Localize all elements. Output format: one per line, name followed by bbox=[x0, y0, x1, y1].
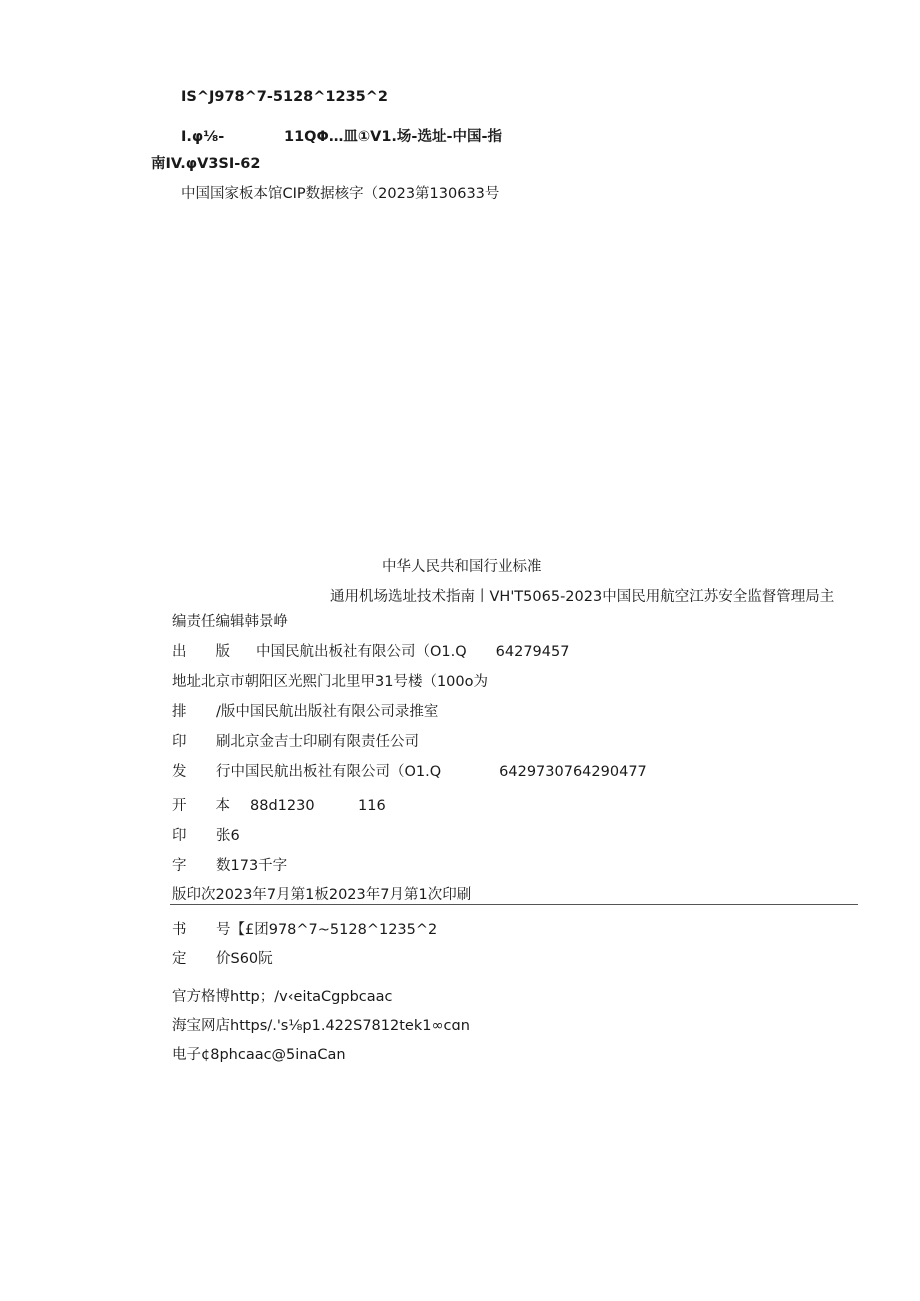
editor-line: 编责任编辑韩景峥 bbox=[172, 614, 288, 630]
taobao-line: 海宝网店https/.'s⅛p1.422S7812tek1∞cɑn bbox=[172, 1018, 470, 1034]
sheets-value: 张6 bbox=[216, 828, 240, 844]
book-number-key: 书 bbox=[172, 922, 187, 938]
printing-key: 印 bbox=[172, 734, 187, 750]
email-line: 电子¢8phcaac@5inaCan bbox=[172, 1047, 346, 1063]
printing-value: 刷北京金吉士印刷有限责任公司 bbox=[216, 734, 419, 750]
weibo-line: 官方格博http；/v‹eitaCgpbcaac bbox=[172, 989, 393, 1005]
standard-title: 中华人民共和国行业标准 bbox=[382, 559, 542, 575]
distribution-key: 发 bbox=[172, 764, 187, 780]
distribution-value: 行中国民航出板社有限公司（O1.Q 6429730764290477 bbox=[216, 764, 647, 780]
publisher-key: 出 版 bbox=[172, 644, 230, 660]
address-line: 地址北京市朝阳区光熙门北里甲31号楼（100o为 bbox=[172, 674, 488, 690]
publisher-value: 中国民航出板社有限公司（O1.Q 64279457 bbox=[256, 644, 570, 660]
price-value: 价S60阮 bbox=[216, 951, 273, 967]
divider-rule bbox=[170, 904, 858, 905]
cip-line-2a: I.φ⅛- bbox=[181, 129, 225, 145]
typeset-key: 排 bbox=[172, 704, 187, 720]
standard-subtitle: 通用机场选址技术指南丨VH'T5065-2023中国民用航空江苏安全监督管理局主 bbox=[330, 589, 835, 605]
edition-line: 版印次2023年7月第1板2023年7月第1次印刷 bbox=[172, 887, 472, 903]
cip-line-3: 南IV.φV3SI-62 bbox=[151, 156, 261, 172]
sheets-key: 印 bbox=[172, 828, 187, 844]
cip-data-number: 中国国家板本馆CIP数据核字（2023第130633号 bbox=[181, 186, 500, 202]
cip-line-2b: 11QΦ…皿①V1.场-选址-中国-指 bbox=[284, 129, 502, 145]
format-key: 开 本 bbox=[172, 798, 230, 814]
price-key: 定 bbox=[172, 951, 187, 967]
words-value: 数173千字 bbox=[216, 858, 288, 874]
format-value: 88d1230 116 bbox=[250, 798, 386, 814]
book-number-value: 号【£团978^7~5128^1235^2 bbox=[216, 922, 438, 938]
typeset-value: /版中国民航出版社有限公司录推室 bbox=[216, 704, 439, 720]
words-key: 字 bbox=[172, 858, 187, 874]
cip-isbn-line: IS^J978^7-5128^1235^2 bbox=[181, 89, 389, 105]
